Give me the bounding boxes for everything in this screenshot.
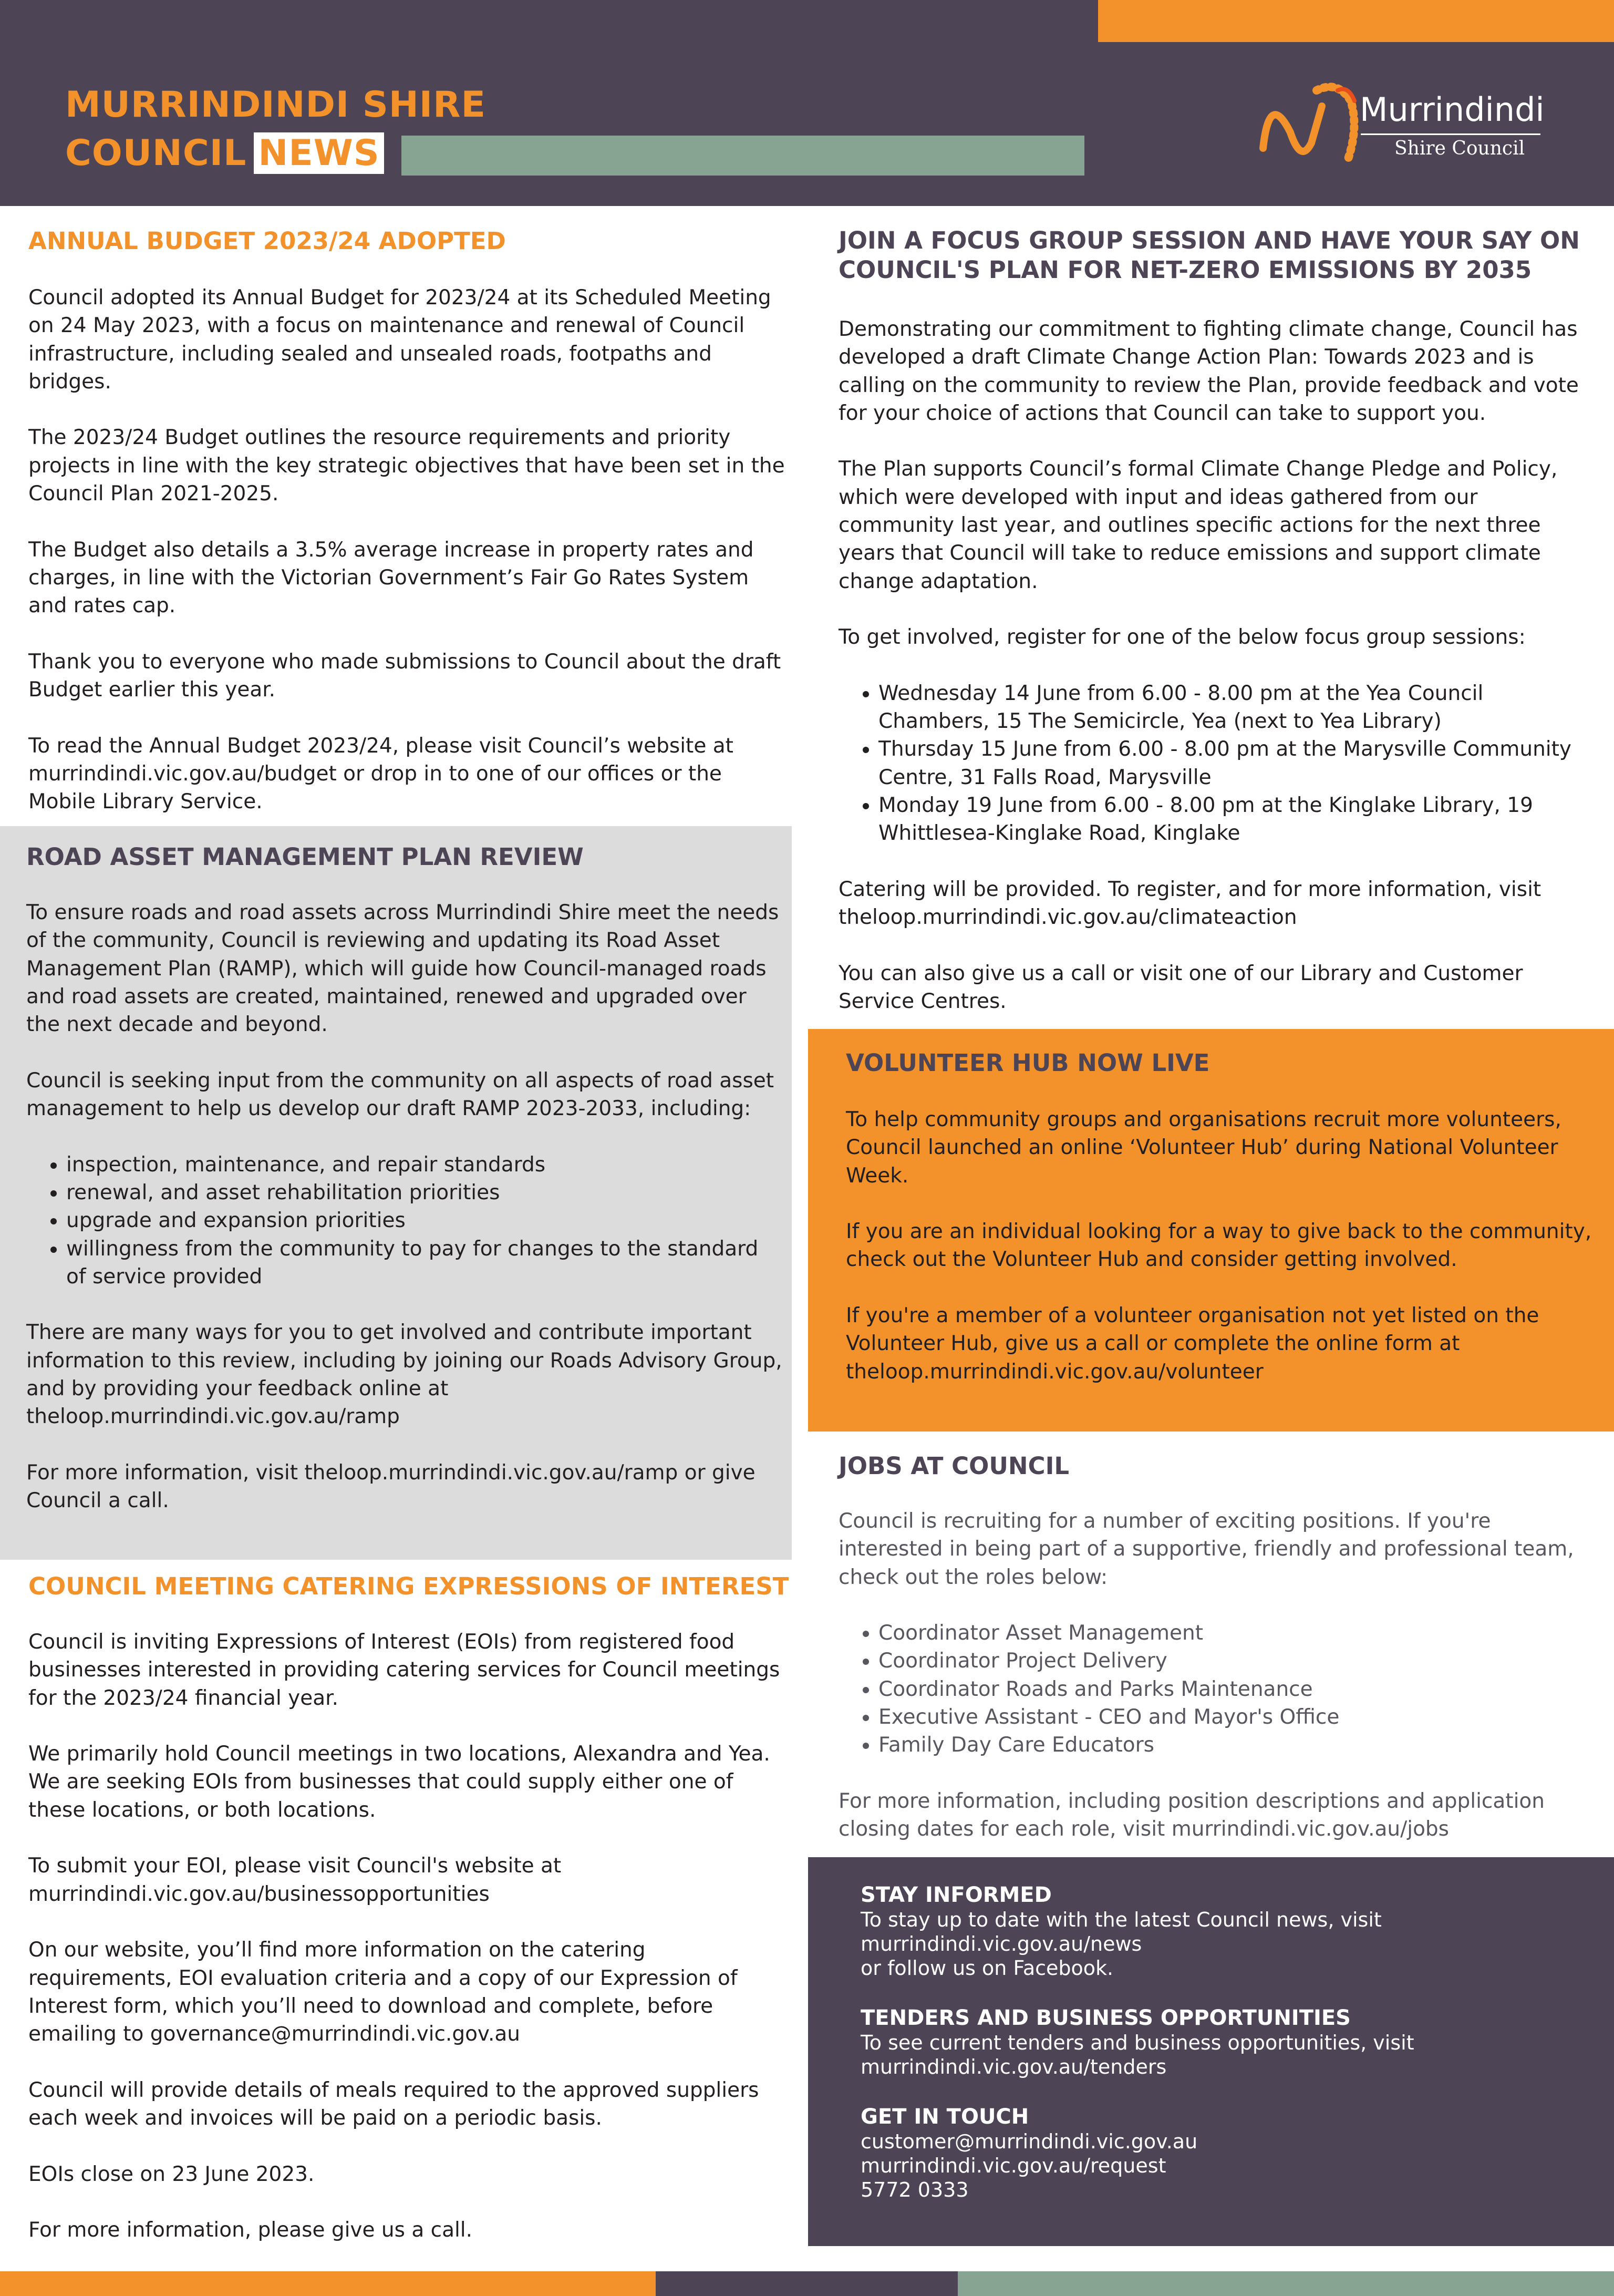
road-list [26, 1151, 783, 1291]
road-paragraph: There are many ways for you to get involved and contribute important information to this review, including by joining our Roads Advisory Group, and by providing your feedback online at theloop.murrindindi.vic.gov.au/ramp [26, 1321, 782, 1429]
newsletter-title-news: NEWS [254, 132, 384, 174]
catering-paragraph: To submit your EOI, please visit Council's website at murrindindi.vic.gov.au/businessopportunities [28, 1854, 562, 1906]
tenders-link: murrindindi.vic.gov.au/tenders [861, 2055, 1167, 2078]
budget-article [28, 284, 790, 816]
catering-heading: COUNCIL MEETING CATERING EXPRESSIONS OF INTEREST [28, 1572, 789, 1600]
budget-paragraph: To read the Annual Budget 2023/24, please visit Council’s website at murrindindi.vic.gov.au/budget or drop in to one of our offices or the Mobile Library Service. [28, 734, 733, 814]
focus-session-list [839, 679, 1595, 848]
focus-group-article [839, 315, 1595, 1015]
road-paragraph: To ensure roads and road assets across Murrindindi Shire meet the needs of the community, Council is reviewing and updating its Road Asset Management Plan (RAMP), which will guide how Council-managed roads and road assets are created, maintained, renewed and upgraded over the next decade and beyond. [26, 901, 779, 1037]
list-item: • inspection, maintenance, and repair standards [66, 1151, 783, 1179]
contact-email: customer@murrindindi.vic.gov.au [861, 2130, 1198, 2153]
tenders-text: To see current tenders and business opportunities, visit [861, 2031, 1414, 2054]
get-in-touch-heading: GET IN TOUCH [861, 2105, 1029, 2129]
catering-paragraph: For more information, please give us a call. [28, 2218, 473, 2242]
budget-heading: ANNUAL BUDGET 2023/24 ADOPTED [28, 227, 506, 255]
logo-divider [1361, 133, 1540, 135]
volunteer-article [846, 1106, 1602, 1386]
budget-paragraph: Council adopted its Annual Budget for 2023/24 at its Scheduled Meeting on 24 May 2023, with a focus on maintenance and renewal of Council infrastructure, including sealed and unsealed roads, footpaths and bridges. [28, 286, 771, 394]
contact-phone: 5772 0333 [861, 2178, 969, 2201]
news-link: murrindindi.vic.gov.au/news [861, 1932, 1142, 1955]
jobs-paragraph: For more information, including position descriptions and application closing dates for each role, visit murrindindi.vic.gov.au/jobs [839, 1789, 1545, 1841]
tenders-heading: TENDERS AND BUSINESS OPPORTUNITIES [861, 2006, 1351, 2030]
volunteer-heading: VOLUNTEER HUB NOW LIVE [846, 1049, 1210, 1077]
road-heading: ROAD ASSET MANAGEMENT PLAN REVIEW [26, 843, 584, 871]
list-item: • renewal, and asset rehabilitation priorities [66, 1179, 783, 1207]
volunteer-paragraph: If you're a member of a volunteer organisation not yet listed on the Volunteer Hub, give us a call or complete the online form at theloop.murrindindi.vic.gov.au/volunteer [846, 1304, 1539, 1384]
newsletter-title-line-2 [65, 132, 384, 174]
budget-paragraph: The 2023/24 Budget outlines the resource requirements and priority projects in line with the key strategic objectives that have been set in the Council Plan 2021-2025. [28, 426, 785, 506]
list-item: • Coordinator Roads and Parks Maintenance [878, 1675, 1595, 1703]
road-article [26, 899, 783, 1515]
catering-article [28, 1628, 790, 2244]
stay-informed-text: To stay up to date with the latest Council news, visit [861, 1908, 1382, 1931]
header-accent-bar [1098, 0, 1614, 42]
newsletter-title-line-1: MURRINDINDI SHIRE [65, 84, 486, 126]
focus-group-heading: JOIN A FOCUS GROUP SESSION AND HAVE YOUR SAY ON COUNCIL'S PLAN FOR NET-ZERO EMISSIONS BY 2035 [839, 226, 1580, 284]
catering-paragraph: EOIs close on 23 June 2023. [28, 2162, 315, 2186]
volunteer-paragraph: If you are an individual looking for a way to give back to the community, check out the Volunteer Hub and consider getting involved. [846, 1220, 1592, 1272]
facebook-text: or follow us on Facebook. [861, 1957, 1114, 1980]
catering-paragraph: We primarily hold Council meetings in two locations, Alexandra and Yea. We are seeking EOIs from businesses that could supply either one of these locations, or both locations. [28, 1742, 770, 1822]
list-item: • upgrade and expansion priorities [66, 1207, 783, 1234]
road-paragraph: For more information, visit theloop.murrindindi.vic.gov.au/ramp or give Council a call. [26, 1460, 756, 1513]
spacer [861, 1980, 1586, 2005]
jobs-heading: JOBS AT COUNCIL [839, 1452, 1069, 1480]
logo-wordmark: Murrindindi [1360, 90, 1545, 129]
footer-green-bar [958, 2271, 1614, 2296]
logo-subtitle: Shire Council [1394, 138, 1525, 159]
stay-informed-heading: STAY INFORMED [861, 1883, 1052, 1907]
focus-paragraph: Demonstrating our commitment to fighting climate change, Council has developed a draft Climate Change Action Plan: Towards 2023 and is calling on the community to review the Plan, provide feedback and vote for your choice of actions that Council can take to support you. [839, 317, 1579, 425]
jobs-list [839, 1619, 1595, 1759]
spacer [861, 2079, 1586, 2104]
jobs-article [839, 1507, 1595, 1844]
list-item: • Family Day Care Educators [878, 1731, 1595, 1759]
catering-paragraph: On our website, you’ll find more information on the catering requirements, EOI evaluation criteria and a copy of our Expression of Interest form, which you’ll need to download and complete, before emailing to governance@murrindindi.vic.gov.au [28, 1938, 738, 2046]
footer-orange-bar [0, 2271, 656, 2296]
volunteer-paragraph: To help community groups and organisations recruit more volunteers, Council launched an online ‘Volunteer Hub’ during National Volunteer Week. [846, 1108, 1561, 1188]
list-item: • Monday 19 June from 6.00 - 8.00 pm at the Kinglake Library, 19 Whittlesea-Kinglake Road, Kinglake [878, 791, 1595, 848]
focus-paragraph: The Plan supports Council’s formal Climate Change Pledge and Policy, which were developed with input and ideas gathered from our community last year, and outlines specific actions for the next three years that Council will take to reduce emissions and support climate change adaptation. [839, 457, 1558, 593]
focus-paragraph: Catering will be provided. To register, and for more information, visit theloop.murrindindi.vic.gov.au/climateaction [839, 877, 1541, 930]
list-item: • Wednesday 14 June from 6.00 - 8.00 pm at the Yea Council Chambers, 15 The Semicircle, Yea (next to Yea Library) [878, 679, 1595, 736]
list-item: • Coordinator Project Delivery [878, 1647, 1595, 1675]
contact-block [861, 1882, 1586, 2202]
header-green-bar [401, 136, 1084, 176]
catering-paragraph: Council is inviting Expressions of Interest (EOIs) from registered food businesses interested in providing catering services for Council meetings for the 2023/24 financial year. [28, 1630, 780, 1710]
list-item: • Coordinator Asset Management [878, 1619, 1595, 1647]
list-item: • Executive Assistant - CEO and Mayor's Office [878, 1703, 1595, 1731]
list-item: • willingness from the community to pay for changes to the standard of service provided [66, 1235, 783, 1291]
footer-dark-bar [656, 2271, 958, 2296]
focus-paragraph: To get involved, register for one of the below focus group sessions: [839, 625, 1526, 650]
road-paragraph: Council is seeking input from the community on all aspects of road asset management to help us develop our draft RAMP 2023-2033, including: [26, 1068, 774, 1121]
list-item: • Thursday 15 June from 6.00 - 8.00 pm at the Marysville Community Centre, 31 Falls Road, Marysville [878, 735, 1595, 791]
contact-request-link: murrindindi.vic.gov.au/request [861, 2154, 1166, 2177]
jobs-paragraph: Council is recruiting for a number of exciting positions. If you're interested in being part of a supportive, friendly and professional team, check out the roles below: [839, 1509, 1574, 1589]
catering-paragraph: Council will provide details of meals required to the approved suppliers each week and invoices will be paid on a periodic basis. [28, 2078, 759, 2130]
budget-paragraph: Thank you to everyone who made submissions to Council about the draft Budget earlier this year. [28, 650, 781, 702]
newsletter-title-council: COUNCIL [65, 132, 247, 174]
focus-paragraph: You can also give us a call or visit one of our Library and Customer Service Centres. [839, 961, 1523, 1014]
budget-paragraph: The Budget also details a 3.5% average increase in property rates and charges, in line with the Victorian Government’s Fair Go Rates System and rates cap. [28, 538, 754, 618]
